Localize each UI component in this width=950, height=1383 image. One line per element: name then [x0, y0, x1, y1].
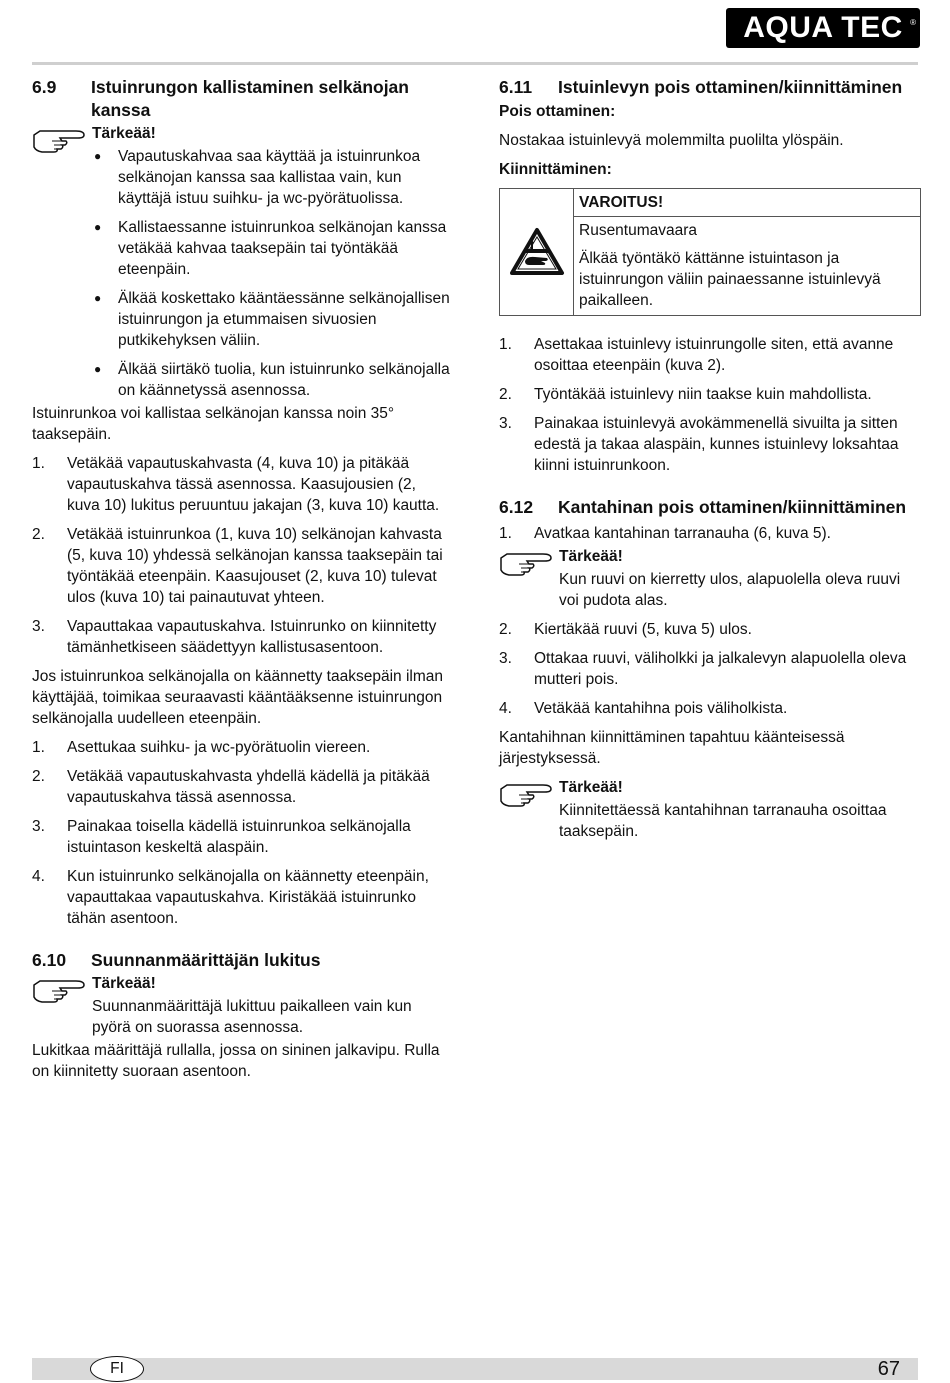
- note-label: Tärkeää!: [92, 125, 156, 142]
- note-text: Suunnanmäärittäjä lukittuu paikalleen vain kun pyörä on suorassa asennossa.: [92, 998, 412, 1036]
- section-heading-6-12: 6.12 Kantahinan pois ottaminen/kiinnittäminen: [499, 497, 907, 517]
- pointing-hand-icon: [499, 781, 553, 807]
- list-item: ● Älkää koskettako kääntäessänne selkänojallisen istuinrungon ja etummaisen sivuosien putkikehyksen väliin.: [92, 288, 452, 351]
- section-heading-6-10: 6.10 Suunnanmäärittäjän lukitus: [32, 950, 321, 970]
- section-heading-6-11: 6.11 Istuinlevyn pois ottaminen/kiinnittäminen: [499, 77, 903, 97]
- crush-hazard-icon: [509, 227, 565, 277]
- list-item: 1. Avatkaa kantahinan tarranauha (6, kuva 5).: [499, 525, 831, 542]
- section-heading-6-9: 6.9 Istuinrungon kallistaminen selkänojan kanssa: [32, 77, 409, 120]
- pointing-hand-icon: [32, 977, 86, 1003]
- list-item: 2. Vetäkää istuinrunkoa (1, kuva 10) selkänojan kahvasta (5, kuva 10) yhdessä selkänojan kanssa taaksepäin tai työntäkää eteenpäin. Kaasujouset (2, kuva 10) tulevat ulos (kuva 10) tai painautuvat yhteen.: [32, 526, 443, 606]
- right-column: [499, 76, 921, 850]
- brand-logo: [726, 8, 920, 48]
- list-item: 4. Vetäkää kantahihna pois väliholkista.: [499, 700, 788, 717]
- warning-box: [499, 188, 921, 316]
- list-item: ● Älkää siirtäkö tuolia, kun istuinrunko selkänojalla on käännetyssä asennossa.: [92, 359, 452, 401]
- warning-text: Älkää työntäkö kättänne istuintason ja istuinrungon väliin painaessanne istuinlevyä paikalleen.: [579, 250, 881, 309]
- page-number: 67: [877, 1358, 900, 1380]
- list-item: 1. Vetäkää vapautuskahvasta (4, kuva 10) ja pitäkää vapautuskahva tässä asennossa. Kaasujousien (2, kuva 10) lukitus peruuntuu jakajan (3, kuva 10) kautta.: [32, 455, 440, 514]
- brand-name: AQUA TEC: [743, 11, 903, 44]
- list-item: 2. Työntäkää istuinlevy niin taakse kuin mahdollista.: [499, 386, 872, 403]
- list-item: 1. Asettakaa istuinlevy istuinrungolle siten, että avanne osoittaa eteenpäin (kuva 2).: [499, 336, 894, 374]
- list-item: 1. Asettukaa suihku- ja wc-pyörätuolin viereen.: [32, 739, 371, 756]
- note-label: Tärkeää!: [559, 779, 623, 796]
- subheading: Pois ottaminen:: [499, 103, 616, 120]
- note-text: Kiinnitettäessä kantahihnan tarranauha osoittaa taaksepäin.: [559, 802, 887, 840]
- left-column: [32, 76, 452, 1090]
- important-note: [499, 546, 921, 611]
- paragraph: Kantahihnan kiinnittäminen tapahtuu käänteisessä järjestyksessä.: [499, 729, 845, 767]
- note-label: Tärkeää!: [559, 548, 623, 565]
- list-item: 3. Painakaa toisella kädellä istuinrunkoa selkänojalla istuintason keskeltä alaspäin.: [32, 818, 411, 856]
- warning-title: VAROITUS!: [574, 189, 920, 217]
- paragraph: Istuinrunkoa voi kallistaa selkänojan kanssa noin 35° taaksepäin.: [32, 405, 395, 443]
- list-item: 2. Kiertäkää ruuvi (5, kuva 5) ulos.: [499, 621, 752, 638]
- steps-list: [32, 453, 452, 658]
- footer-bar: [32, 1358, 918, 1380]
- header-rule: [32, 62, 918, 65]
- list-item: ● Vapautuskahvaa saa käyttää ja istuinrunkoa selkänojan kanssa saa kallistaa vain, kun käyttäjä istuu suihku- ja wc-pyörätuolissa.: [92, 146, 452, 209]
- note-label: Tärkeää!: [92, 975, 156, 992]
- pointing-hand-icon: [499, 550, 553, 576]
- list-item: 2. Vetäkää vapautuskahvasta yhdellä kädellä ja pitäkää vapautuskahva tässä asennossa.: [32, 768, 430, 806]
- paragraph: Jos istuinrunkoa selkänojalla on käännetty taaksepäin ilman käyttäjää, toimikaa seuraavasti kääntääksenne istuinrungon selkänojalla uudelleen eteenpäin.: [32, 668, 443, 727]
- pointing-hand-icon: [32, 127, 86, 153]
- steps-list: [499, 523, 921, 544]
- paragraph: Lukitkaa määrittäjä rullalla, jossa on sininen jalkavipu. Rulla on kiinnitetty suoraan asentoon.: [32, 1042, 440, 1080]
- important-note: [499, 777, 921, 842]
- paragraph: Nostakaa istuinlevyä molemmilta puolilta ylöspäin.: [499, 132, 844, 149]
- steps-list: [499, 334, 921, 476]
- list-item: 4. Kun istuinrunko selkänojalla on käännetty eteenpäin, vapauttakaa vapautuskahva. Kiristäkää istuinrunko tähän asentoon.: [32, 868, 429, 927]
- list-item: 3. Vapauttakaa vapautuskahva. Istuinrunko on kiinnitetty tämänhetkiseen säädettyyn kallistusasentoon.: [32, 618, 437, 656]
- language-badge: FI: [90, 1356, 144, 1382]
- important-note: [32, 973, 452, 1038]
- bullet-list: [92, 146, 452, 401]
- warning-pictogram: [500, 189, 574, 315]
- important-note: [32, 123, 452, 401]
- list-item: 3. Ottakaa ruuvi, väliholkki ja jalkalevyn alapuolella oleva mutteri pois.: [499, 650, 907, 688]
- steps-list: [499, 619, 921, 719]
- steps-list: [32, 737, 452, 929]
- warning-line: Rusentumavaara: [579, 222, 698, 239]
- list-item: ● Kallistaessanne istuinrunkoa selkänojan kanssa vetäkää kahvaa taaksepäin tai työntäkää eteenpäin.: [92, 217, 452, 280]
- note-text: Kun ruuvi on kierretty ulos, alapuolella oleva ruuvi voi pudota alas.: [559, 571, 901, 609]
- subheading: Kiinnittäminen:: [499, 161, 612, 178]
- registered-mark: ®: [910, 18, 916, 27]
- list-item: 3. Painakaa istuinlevyä avokämmenellä sivuilta ja sitten edestä ja takaa alaspäin, kunnes istuinlevy loksahtaa kiinni istuinrunkoon.: [499, 415, 899, 474]
